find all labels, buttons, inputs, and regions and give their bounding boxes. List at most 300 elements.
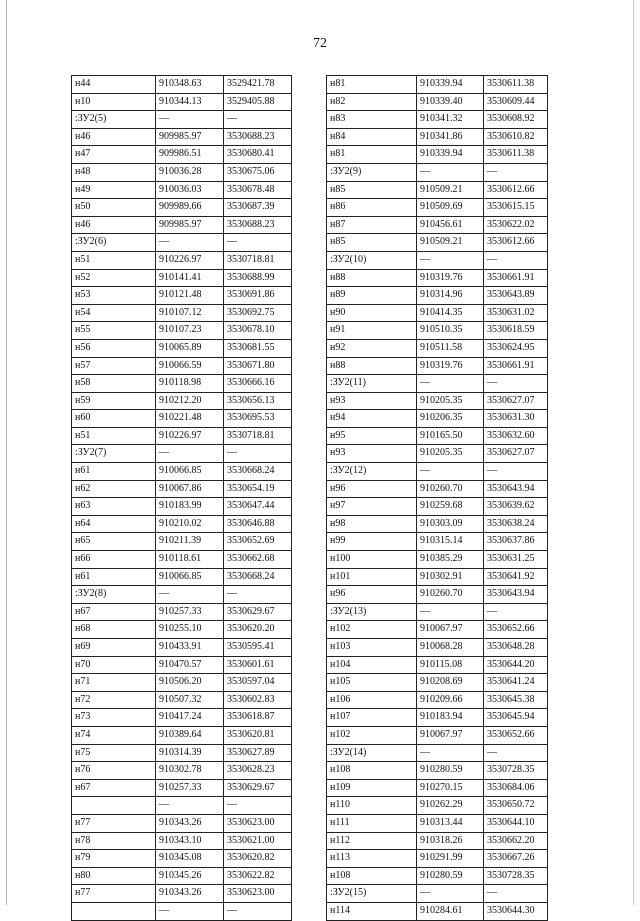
y-coordinate-cell: 3530661.91 bbox=[484, 269, 548, 287]
table-row bbox=[72, 779, 292, 797]
x-coordinate-cell: 910260.70 bbox=[417, 586, 484, 604]
table-row bbox=[72, 427, 292, 445]
table-row bbox=[72, 216, 292, 234]
point-name-cell: н58 bbox=[72, 375, 156, 393]
point-name-cell: н110 bbox=[327, 797, 417, 815]
table-row bbox=[72, 744, 292, 762]
y-coordinate-cell: 3530609.44 bbox=[484, 93, 548, 111]
point-name-cell: н64 bbox=[72, 515, 156, 533]
y-coordinate-cell: 3530650.72 bbox=[484, 797, 548, 815]
y-coordinate-cell: 3530639.62 bbox=[484, 498, 548, 516]
point-name-cell: :ЗУ2(13) bbox=[327, 603, 417, 621]
table-row bbox=[72, 674, 292, 692]
point-name-cell: н53 bbox=[72, 287, 156, 305]
table-row bbox=[327, 463, 548, 481]
y-coordinate-cell: 3530687.39 bbox=[224, 199, 292, 217]
x-coordinate-cell: — bbox=[156, 586, 224, 604]
point-name-cell: н101 bbox=[327, 568, 417, 586]
x-coordinate-cell: 909989.66 bbox=[156, 199, 224, 217]
point-name-cell: н44 bbox=[72, 76, 156, 94]
y-coordinate-cell: 3530644.20 bbox=[484, 656, 548, 674]
y-coordinate-cell: 3530638.24 bbox=[484, 515, 548, 533]
y-coordinate-cell: 3530629.67 bbox=[224, 779, 292, 797]
y-coordinate-cell: — bbox=[484, 251, 548, 269]
point-name-cell: н71 bbox=[72, 674, 156, 692]
y-coordinate-cell: 3529421.78 bbox=[224, 76, 292, 94]
table-row bbox=[72, 287, 292, 305]
y-coordinate-cell: 3530646.88 bbox=[224, 515, 292, 533]
x-coordinate-cell: 910339.40 bbox=[417, 93, 484, 111]
x-coordinate-cell: 910348.63 bbox=[156, 76, 224, 94]
y-coordinate-cell: 3530662.68 bbox=[224, 551, 292, 569]
table-row bbox=[327, 234, 548, 252]
table-row bbox=[72, 93, 292, 111]
y-coordinate-cell: 3530611.38 bbox=[484, 146, 548, 164]
table-row bbox=[72, 339, 292, 357]
point-name-cell: н57 bbox=[72, 357, 156, 375]
y-coordinate-cell: 3530620.82 bbox=[224, 850, 292, 868]
point-name-cell: н77 bbox=[72, 885, 156, 903]
x-coordinate-cell: 910507.32 bbox=[156, 691, 224, 709]
point-name-cell: н93 bbox=[327, 445, 417, 463]
x-coordinate-cell: 910270.15 bbox=[417, 779, 484, 797]
y-coordinate-cell: — bbox=[484, 463, 548, 481]
table-row bbox=[327, 621, 548, 639]
point-name-cell: н55 bbox=[72, 322, 156, 340]
x-coordinate-cell: 910414.35 bbox=[417, 304, 484, 322]
table-row bbox=[72, 304, 292, 322]
y-coordinate-cell: 3530692.75 bbox=[224, 304, 292, 322]
table-row bbox=[327, 181, 548, 199]
x-coordinate-cell: 910302.91 bbox=[417, 568, 484, 586]
x-coordinate-cell: 910284.61 bbox=[417, 902, 484, 920]
y-coordinate-cell: 3530641.24 bbox=[484, 674, 548, 692]
table-row bbox=[327, 709, 548, 727]
x-coordinate-cell: 910118.98 bbox=[156, 375, 224, 393]
table-row bbox=[327, 375, 548, 393]
x-coordinate-cell: 910314.96 bbox=[417, 287, 484, 305]
y-coordinate-cell: 3530641.92 bbox=[484, 568, 548, 586]
x-coordinate-cell: 910141.41 bbox=[156, 269, 224, 287]
table-row bbox=[72, 656, 292, 674]
x-coordinate-cell: 910205.35 bbox=[417, 392, 484, 410]
table-row bbox=[72, 709, 292, 727]
point-name-cell: н47 bbox=[72, 146, 156, 164]
x-coordinate-cell: 910107.12 bbox=[156, 304, 224, 322]
point-name-cell: н100 bbox=[327, 551, 417, 569]
y-coordinate-cell: 3530643.89 bbox=[484, 287, 548, 305]
x-coordinate-cell: 910343.26 bbox=[156, 885, 224, 903]
point-name-cell: н107 bbox=[327, 709, 417, 727]
table-row bbox=[72, 269, 292, 287]
point-name-cell: н63 bbox=[72, 498, 156, 516]
point-name-cell: н82 bbox=[327, 93, 417, 111]
x-coordinate-cell: 910343.26 bbox=[156, 814, 224, 832]
point-name-cell: н84 bbox=[327, 128, 417, 146]
table-row bbox=[72, 111, 292, 129]
point-name-cell: н74 bbox=[72, 726, 156, 744]
point-name-cell: н67 bbox=[72, 779, 156, 797]
table-row bbox=[327, 357, 548, 375]
x-coordinate-cell: 910341.32 bbox=[417, 111, 484, 129]
y-coordinate-cell: 3530643.94 bbox=[484, 480, 548, 498]
y-coordinate-cell: 3530645.38 bbox=[484, 691, 548, 709]
y-coordinate-cell: 3530645.94 bbox=[484, 709, 548, 727]
x-coordinate-cell: — bbox=[156, 445, 224, 463]
x-coordinate-cell: 910107.23 bbox=[156, 322, 224, 340]
y-coordinate-cell: 3530615.15 bbox=[484, 199, 548, 217]
table-row bbox=[327, 498, 548, 516]
x-coordinate-cell: 910065.89 bbox=[156, 339, 224, 357]
page-edge-right bbox=[633, 0, 634, 905]
table-row bbox=[72, 199, 292, 217]
point-name-cell: н103 bbox=[327, 639, 417, 657]
y-coordinate-cell: 3530623.00 bbox=[224, 885, 292, 903]
point-name-cell: :ЗУ2(11) bbox=[327, 375, 417, 393]
x-coordinate-cell: 910183.94 bbox=[417, 709, 484, 727]
table-row bbox=[327, 199, 548, 217]
table-row bbox=[327, 850, 548, 868]
x-coordinate-cell: 910121.48 bbox=[156, 287, 224, 305]
table-row bbox=[72, 76, 292, 94]
point-name-cell: н106 bbox=[327, 691, 417, 709]
point-name-cell: :ЗУ2(14) bbox=[327, 744, 417, 762]
y-coordinate-cell: 3530668.24 bbox=[224, 463, 292, 481]
table-row bbox=[327, 832, 548, 850]
table-row bbox=[327, 603, 548, 621]
point-name-cell: н61 bbox=[72, 463, 156, 481]
point-name-cell: :ЗУ2(5) bbox=[72, 111, 156, 129]
x-coordinate-cell: 910210.02 bbox=[156, 515, 224, 533]
table-row bbox=[327, 586, 548, 604]
y-coordinate-cell: 3530631.02 bbox=[484, 304, 548, 322]
point-name-cell: н112 bbox=[327, 832, 417, 850]
y-coordinate-cell: 3530671.80 bbox=[224, 357, 292, 375]
point-name-cell: н89 bbox=[327, 287, 417, 305]
point-name-cell: н95 bbox=[327, 427, 417, 445]
y-coordinate-cell: 3530631.25 bbox=[484, 551, 548, 569]
point-name-cell: н54 bbox=[72, 304, 156, 322]
table-row bbox=[72, 691, 292, 709]
point-name-cell bbox=[72, 797, 156, 815]
y-coordinate-cell: 3530612.66 bbox=[484, 234, 548, 252]
point-name-cell: :ЗУ2(12) bbox=[327, 463, 417, 481]
table-row bbox=[72, 586, 292, 604]
point-name-cell: н68 bbox=[72, 621, 156, 639]
y-coordinate-cell: 3530678.10 bbox=[224, 322, 292, 340]
table-row bbox=[72, 234, 292, 252]
y-coordinate-cell: 3530602.83 bbox=[224, 691, 292, 709]
x-coordinate-cell: 910118.61 bbox=[156, 551, 224, 569]
x-coordinate-cell: 910067.97 bbox=[417, 726, 484, 744]
y-coordinate-cell: 3530648.28 bbox=[484, 639, 548, 657]
point-name-cell: н88 bbox=[327, 357, 417, 375]
table-row bbox=[327, 744, 548, 762]
y-coordinate-cell: 3530718.81 bbox=[224, 251, 292, 269]
x-coordinate-cell: 910211.39 bbox=[156, 533, 224, 551]
table-row bbox=[327, 533, 548, 551]
x-coordinate-cell: 910066.85 bbox=[156, 463, 224, 481]
x-coordinate-cell: 910260.70 bbox=[417, 480, 484, 498]
point-name-cell: н109 bbox=[327, 779, 417, 797]
y-coordinate-cell: 3530667.26 bbox=[484, 850, 548, 868]
x-coordinate-cell: 910291.99 bbox=[417, 850, 484, 868]
x-coordinate-cell: 910068.28 bbox=[417, 639, 484, 657]
point-name-cell: н70 bbox=[72, 656, 156, 674]
x-coordinate-cell: — bbox=[417, 463, 484, 481]
y-coordinate-cell: — bbox=[224, 797, 292, 815]
point-name-cell: н98 bbox=[327, 515, 417, 533]
x-coordinate-cell: 910036.03 bbox=[156, 181, 224, 199]
point-name-cell: н85 bbox=[327, 234, 417, 252]
y-coordinate-cell: 3530618.87 bbox=[224, 709, 292, 727]
table-row bbox=[327, 902, 548, 920]
point-name-cell: н72 bbox=[72, 691, 156, 709]
table-row bbox=[72, 392, 292, 410]
x-coordinate-cell: 910318.26 bbox=[417, 832, 484, 850]
y-coordinate-cell: 3530611.38 bbox=[484, 76, 548, 94]
x-coordinate-cell: 910066.85 bbox=[156, 568, 224, 586]
table-row bbox=[327, 779, 548, 797]
y-coordinate-cell: 3530620.81 bbox=[224, 726, 292, 744]
y-coordinate-cell: 3530680.41 bbox=[224, 146, 292, 164]
x-coordinate-cell: 910257.33 bbox=[156, 603, 224, 621]
point-name-cell: н56 bbox=[72, 339, 156, 357]
x-coordinate-cell: 910212.20 bbox=[156, 392, 224, 410]
table-row bbox=[72, 621, 292, 639]
point-name-cell: н78 bbox=[72, 832, 156, 850]
point-name-cell: н102 bbox=[327, 726, 417, 744]
x-coordinate-cell: 910257.33 bbox=[156, 779, 224, 797]
page-number: 72 bbox=[313, 36, 327, 51]
x-coordinate-cell: 909986.51 bbox=[156, 146, 224, 164]
point-name-cell: н80 bbox=[72, 867, 156, 885]
point-name-cell: н66 bbox=[72, 551, 156, 569]
y-coordinate-cell: 3530684.06 bbox=[484, 779, 548, 797]
table-row bbox=[327, 287, 548, 305]
table-row bbox=[72, 357, 292, 375]
y-coordinate-cell: — bbox=[484, 885, 548, 903]
x-coordinate-cell: 910226.97 bbox=[156, 427, 224, 445]
point-name-cell: н61 bbox=[72, 568, 156, 586]
x-coordinate-cell: 910066.59 bbox=[156, 357, 224, 375]
table-row bbox=[327, 797, 548, 815]
table-row bbox=[72, 639, 292, 657]
point-name-cell: н73 bbox=[72, 709, 156, 727]
y-coordinate-cell: 3530597.04 bbox=[224, 674, 292, 692]
table-row bbox=[327, 480, 548, 498]
x-coordinate-cell: 910302.78 bbox=[156, 762, 224, 780]
x-coordinate-cell: 910314.39 bbox=[156, 744, 224, 762]
point-name-cell: н46 bbox=[72, 216, 156, 234]
x-coordinate-cell: 910339.94 bbox=[417, 76, 484, 94]
table-row bbox=[72, 797, 292, 815]
y-coordinate-cell: 3530652.66 bbox=[484, 621, 548, 639]
point-name-cell: н91 bbox=[327, 322, 417, 340]
x-coordinate-cell: 910280.59 bbox=[417, 762, 484, 780]
x-coordinate-cell: 910036.28 bbox=[156, 163, 224, 181]
point-name-cell: н92 bbox=[327, 339, 417, 357]
point-name-cell: н88 bbox=[327, 269, 417, 287]
table-row bbox=[72, 762, 292, 780]
y-coordinate-cell: 3530681.55 bbox=[224, 339, 292, 357]
y-coordinate-cell: 3530666.16 bbox=[224, 375, 292, 393]
table-row bbox=[72, 568, 292, 586]
y-coordinate-cell: 3530678.48 bbox=[224, 181, 292, 199]
x-coordinate-cell: 910511.58 bbox=[417, 339, 484, 357]
table-row bbox=[327, 427, 548, 445]
table-row bbox=[72, 902, 292, 920]
x-coordinate-cell: 910389.64 bbox=[156, 726, 224, 744]
y-coordinate-cell: 3530627.07 bbox=[484, 392, 548, 410]
y-coordinate-cell: 3530621.00 bbox=[224, 832, 292, 850]
point-name-cell: :ЗУ2(7) bbox=[72, 445, 156, 463]
table-row bbox=[72, 146, 292, 164]
y-coordinate-cell: 3530618.59 bbox=[484, 322, 548, 340]
x-coordinate-cell: 909985.97 bbox=[156, 216, 224, 234]
point-name-cell: н52 bbox=[72, 269, 156, 287]
point-name-cell: н60 bbox=[72, 410, 156, 428]
y-coordinate-cell: 3530608.92 bbox=[484, 111, 548, 129]
x-coordinate-cell: 910221.48 bbox=[156, 410, 224, 428]
x-coordinate-cell: 910319.76 bbox=[417, 269, 484, 287]
point-name-cell: :ЗУ2(8) bbox=[72, 586, 156, 604]
x-coordinate-cell: 910506.20 bbox=[156, 674, 224, 692]
y-coordinate-cell: 3530627.89 bbox=[224, 744, 292, 762]
y-coordinate-cell: 3530691.86 bbox=[224, 287, 292, 305]
table-row bbox=[327, 762, 548, 780]
point-name-cell: н79 bbox=[72, 850, 156, 868]
point-name-cell: н81 bbox=[327, 146, 417, 164]
point-name-cell: н49 bbox=[72, 181, 156, 199]
table-row bbox=[327, 111, 548, 129]
y-coordinate-cell: — bbox=[484, 163, 548, 181]
y-coordinate-cell: 3530622.82 bbox=[224, 867, 292, 885]
y-coordinate-cell: 3529405.88 bbox=[224, 93, 292, 111]
x-coordinate-cell: — bbox=[417, 163, 484, 181]
x-coordinate-cell: — bbox=[417, 375, 484, 393]
point-name-cell: н83 bbox=[327, 111, 417, 129]
point-name-cell: н111 bbox=[327, 814, 417, 832]
y-coordinate-cell: 3530695.53 bbox=[224, 410, 292, 428]
table-row bbox=[72, 498, 292, 516]
point-name-cell: н102 bbox=[327, 621, 417, 639]
table-row bbox=[327, 445, 548, 463]
point-name-cell: н46 bbox=[72, 128, 156, 146]
x-coordinate-cell: 910509.21 bbox=[417, 181, 484, 199]
point-name-cell: н65 bbox=[72, 533, 156, 551]
y-coordinate-cell: 3530622.02 bbox=[484, 216, 548, 234]
point-name-cell: н67 bbox=[72, 603, 156, 621]
x-coordinate-cell: 910345.26 bbox=[156, 867, 224, 885]
point-name-cell: н93 bbox=[327, 392, 417, 410]
x-coordinate-cell: 910510.35 bbox=[417, 322, 484, 340]
point-name-cell: н114 bbox=[327, 902, 417, 920]
x-coordinate-cell: 910433.91 bbox=[156, 639, 224, 657]
table-row bbox=[72, 181, 292, 199]
coordinates-table-right bbox=[326, 75, 548, 921]
y-coordinate-cell: — bbox=[484, 744, 548, 762]
point-name-cell: :ЗУ2(10) bbox=[327, 251, 417, 269]
x-coordinate-cell: 910319.76 bbox=[417, 357, 484, 375]
table-row bbox=[72, 322, 292, 340]
table-row bbox=[72, 885, 292, 903]
table-row bbox=[327, 392, 548, 410]
x-coordinate-cell: 910067.86 bbox=[156, 480, 224, 498]
table-row bbox=[327, 76, 548, 94]
table-row bbox=[72, 128, 292, 146]
table-row bbox=[327, 691, 548, 709]
table-row bbox=[327, 867, 548, 885]
point-name-cell: н86 bbox=[327, 199, 417, 217]
x-coordinate-cell: — bbox=[156, 902, 224, 920]
table-row bbox=[327, 128, 548, 146]
table-row bbox=[327, 339, 548, 357]
y-coordinate-cell: 3530688.23 bbox=[224, 216, 292, 234]
point-name-cell: н77 bbox=[72, 814, 156, 832]
x-coordinate-cell: 910255.10 bbox=[156, 621, 224, 639]
x-coordinate-cell: — bbox=[417, 251, 484, 269]
point-name-cell: н105 bbox=[327, 674, 417, 692]
x-coordinate-cell: 910303.09 bbox=[417, 515, 484, 533]
point-name-cell: н90 bbox=[327, 304, 417, 322]
point-name-cell: н76 bbox=[72, 762, 156, 780]
y-coordinate-cell: 3530624.95 bbox=[484, 339, 548, 357]
point-name-cell: :ЗУ2(15) bbox=[327, 885, 417, 903]
table-row bbox=[327, 251, 548, 269]
coordinates-table-left bbox=[71, 75, 292, 921]
x-coordinate-cell: 910259.68 bbox=[417, 498, 484, 516]
y-coordinate-cell: 3530644.10 bbox=[484, 814, 548, 832]
point-name-cell: н81 bbox=[327, 76, 417, 94]
y-coordinate-cell: 3530610.82 bbox=[484, 128, 548, 146]
table-row bbox=[327, 551, 548, 569]
y-coordinate-cell: 3530656.13 bbox=[224, 392, 292, 410]
x-coordinate-cell: 910509.69 bbox=[417, 199, 484, 217]
point-name-cell: н104 bbox=[327, 656, 417, 674]
x-coordinate-cell: 910417.24 bbox=[156, 709, 224, 727]
table-row bbox=[327, 216, 548, 234]
y-coordinate-cell: 3530623.00 bbox=[224, 814, 292, 832]
x-coordinate-cell: 910456.61 bbox=[417, 216, 484, 234]
y-coordinate-cell: 3530688.23 bbox=[224, 128, 292, 146]
point-name-cell: :ЗУ2(6) bbox=[72, 234, 156, 252]
y-coordinate-cell: — bbox=[224, 902, 292, 920]
table-row bbox=[72, 515, 292, 533]
point-name-cell: н113 bbox=[327, 850, 417, 868]
point-name-cell: н62 bbox=[72, 480, 156, 498]
table-row bbox=[327, 515, 548, 533]
x-coordinate-cell: 910345.08 bbox=[156, 850, 224, 868]
point-name-cell: н96 bbox=[327, 480, 417, 498]
y-coordinate-cell: 3530675.06 bbox=[224, 163, 292, 181]
x-coordinate-cell: 910165.50 bbox=[417, 427, 484, 445]
x-coordinate-cell: — bbox=[156, 797, 224, 815]
y-coordinate-cell: — bbox=[224, 586, 292, 604]
point-name-cell: н97 bbox=[327, 498, 417, 516]
y-coordinate-cell: 3530652.69 bbox=[224, 533, 292, 551]
table-row bbox=[327, 269, 548, 287]
point-name-cell: н96 bbox=[327, 586, 417, 604]
x-coordinate-cell: 910183.99 bbox=[156, 498, 224, 516]
point-name-cell: н94 bbox=[327, 410, 417, 428]
point-name-cell: н50 bbox=[72, 199, 156, 217]
point-name-cell: н48 bbox=[72, 163, 156, 181]
x-coordinate-cell: 910385.29 bbox=[417, 551, 484, 569]
y-coordinate-cell: 3530668.24 bbox=[224, 568, 292, 586]
point-name-cell: :ЗУ2(9) bbox=[327, 163, 417, 181]
y-coordinate-cell: 3530627.07 bbox=[484, 445, 548, 463]
